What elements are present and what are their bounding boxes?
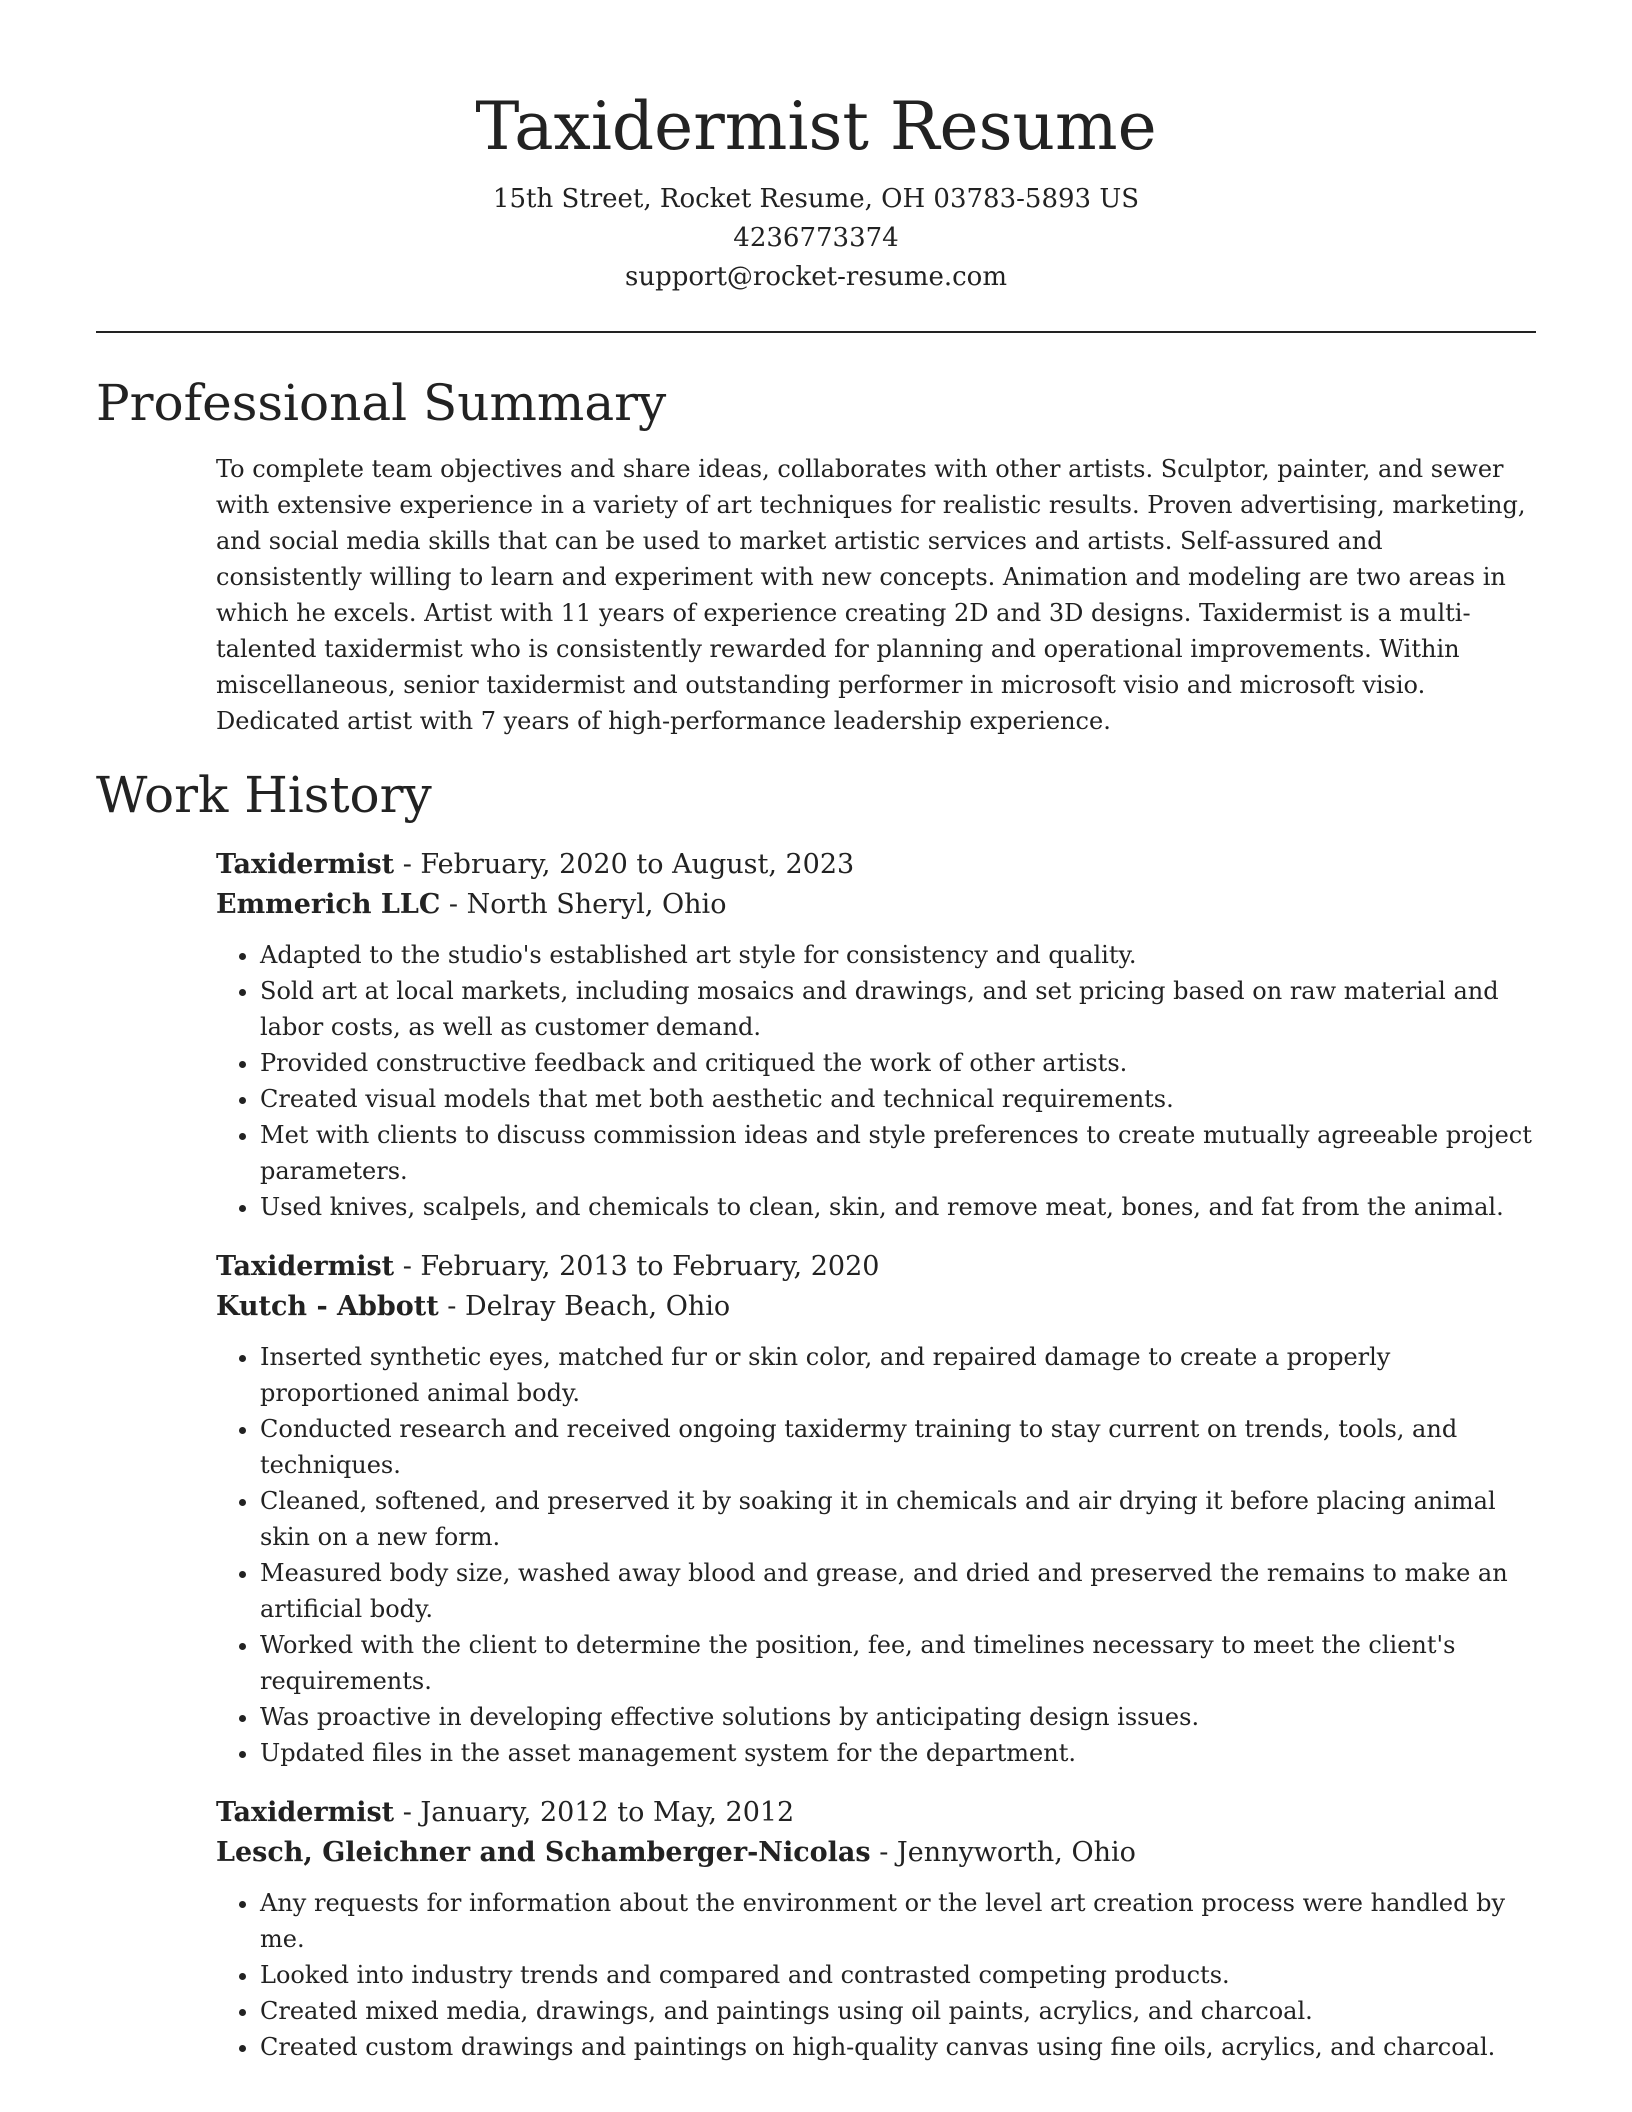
list-item: • Adapted to the studio's established art style for consistency and quality.	[260, 937, 1536, 973]
job-dates: - February, 2013 to February, 2020	[394, 1251, 880, 1282]
job-title-line	[216, 845, 1536, 885]
list-item: • Worked with the client to determine the position, fee, and timelines necessary to meet the client's requirements.	[260, 1627, 1536, 1699]
job-company-line	[216, 1287, 1536, 1327]
list-item: • Sold art at local markets, including mosaics and drawings, and set pricing based on raw material and labor costs, as well as customer demand.	[260, 973, 1536, 1045]
job-company: Emmerich LLC	[216, 889, 441, 920]
job-entry	[216, 1247, 1536, 1771]
list-item: • Measured body size, washed away blood and grease, and dried and preserved the remains to make an artificial body.	[260, 1555, 1536, 1627]
list-item: • Conducted research and received ongoing taxidermy training to stay current on trends, tools, and techniques.	[260, 1411, 1536, 1483]
list-item: • Created custom drawings and paintings on high-quality canvas using fine oils, acrylics, and charcoal.	[260, 2029, 1536, 2065]
job-title-line	[216, 1793, 1536, 1833]
list-item: • Used knives, scalpels, and chemicals to clean, skin, and remove meat, bones, and fat from the animal.	[260, 1189, 1536, 1225]
list-item: • Any requests for information about the environment or the level art creation process were handled by me.	[260, 1885, 1536, 1957]
contact-phone: 4236773374	[733, 223, 899, 253]
job-location: - Delray Beach, Ohio	[438, 1291, 731, 1322]
job-company: Lesch, Gleichner and Schamberger-Nicolas	[216, 1837, 871, 1868]
list-item: • Created visual models that met both aesthetic and technical requirements.	[260, 1081, 1536, 1117]
work-history-heading: Work History	[96, 766, 432, 824]
header-divider	[96, 331, 1536, 333]
list-item: • Met with clients to discuss commission ideas and style preferences to create mutually agreeable project parameters.	[260, 1117, 1536, 1189]
job-role: Taxidermist	[216, 1251, 395, 1282]
contact-email: support@rocket-resume.com	[624, 262, 1007, 292]
summary-text: To complete team objectives and share ideas, collaborates with other artists. Sculptor, painter, and sewer with extensive experience in a variety of art techniques for realistic results. Proven advertising, marketing, and social media skills that can be used to market artistic services and artists. Self-assured and consistently willing to learn and experiment with new concepts. Animation and modeling are two areas in which he excels. Artist with 11 years of experience creating 2D and 3D designs. Taxidermist is a multi-talented taxidermist who is consistently rewarded for planning and operational improvements. Within miscellaneous, senior taxidermist and outstanding performer in microsoft visio and microsoft visio. Dedicated artist with 7 years of high-performance leadership experience.	[216, 455, 1526, 735]
job-location: - North Sheryl, Ohio	[440, 889, 727, 920]
list-item: • Looked into industry trends and compared and contrasted competing products.	[260, 1957, 1536, 1993]
job-bullets	[216, 1885, 1536, 2065]
job-title-line	[216, 1247, 1536, 1287]
list-item: • Inserted synthetic eyes, matched fur or skin color, and repaired damage to create a properly proportioned animal body.	[260, 1339, 1536, 1411]
list-item: • Provided constructive feedback and critiqued the work of other artists.	[260, 1045, 1536, 1081]
job-entry	[216, 845, 1536, 1225]
job-company-line	[216, 885, 1536, 925]
job-bullets	[216, 1339, 1536, 1771]
job-role: Taxidermist	[216, 849, 395, 880]
job-dates: - January, 2012 to May, 2012	[394, 1797, 795, 1828]
job-company: Kutch - Abbott	[216, 1291, 439, 1322]
job-location: - Jennyworth, Ohio	[870, 1837, 1136, 1868]
list-item: • Created mixed media, drawings, and paintings using oil paints, acrylics, and charcoal.	[260, 1993, 1536, 2029]
job-role: Taxidermist	[216, 1797, 395, 1828]
job-dates: - February, 2020 to August, 2023	[394, 849, 855, 880]
list-item: • Updated files in the asset management system for the department.	[260, 1735, 1536, 1771]
resume-page	[96, 0, 1536, 2065]
job-bullets	[216, 937, 1536, 1225]
list-item: • Cleaned, softened, and preserved it by soaking it in chemicals and air drying it before placing animal skin on a new form.	[260, 1483, 1536, 1555]
resume-header	[96, 0, 1536, 297]
job-entry	[216, 1793, 1536, 2065]
contact-block	[96, 180, 1536, 297]
resume-title: Taxidermist Resume	[475, 88, 1157, 165]
list-item: • Was proactive in developing effective solutions by anticipating design issues.	[260, 1699, 1536, 1735]
job-company-line	[216, 1833, 1536, 1873]
summary-heading: Professional Summary	[96, 374, 667, 432]
contact-address: 15th Street, Rocket Resume, OH 03783-5893 US	[492, 184, 1140, 214]
